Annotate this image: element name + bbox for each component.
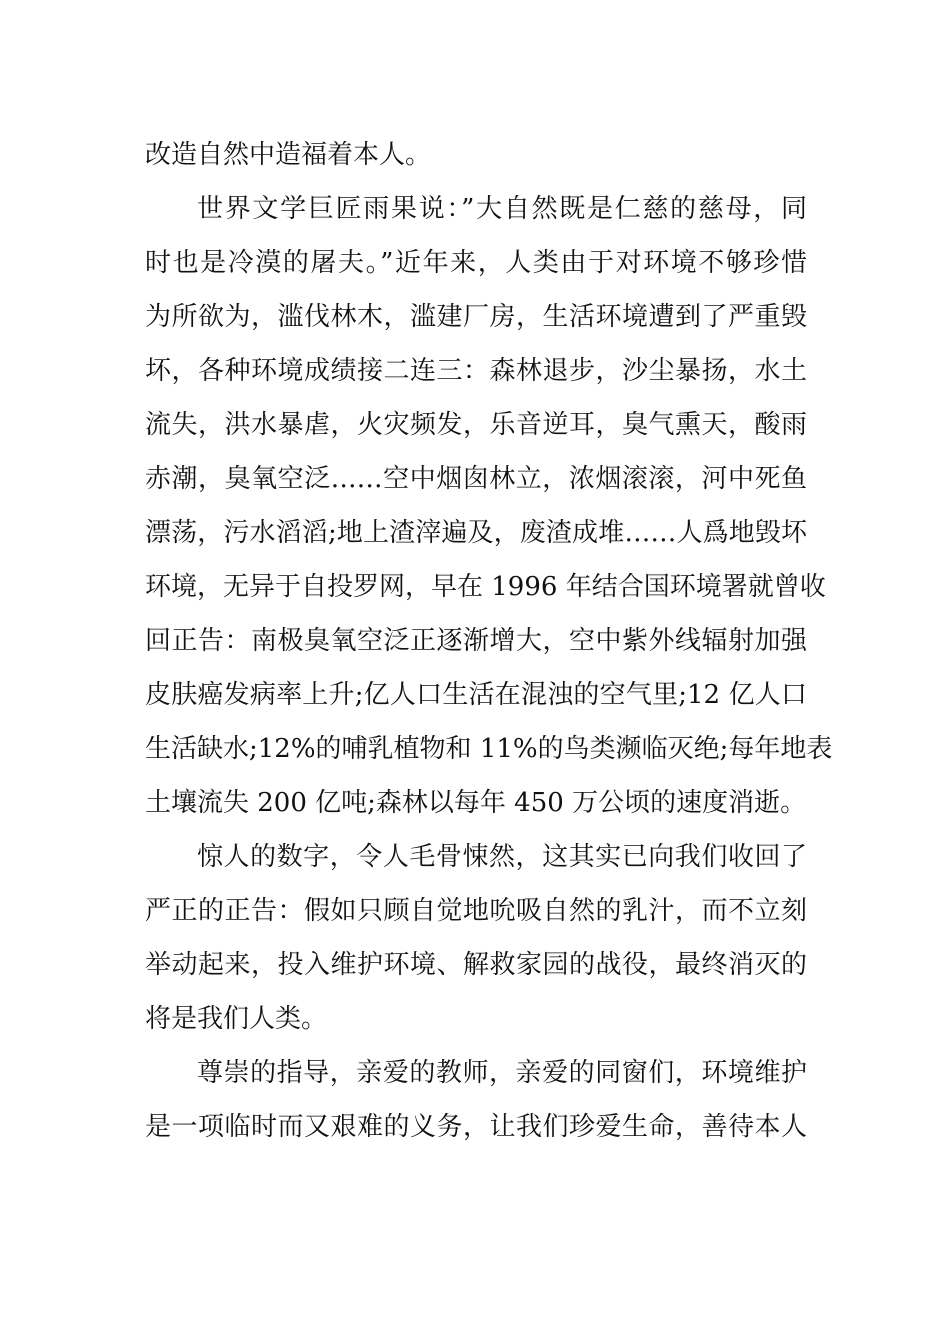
text-line: 回正告：南极臭氧空泛正逐渐增大，空中紫外线辐射加强 xyxy=(145,626,807,656)
text-line: 流失，洪水暴虐，火灾频发，乐音逆耳，臭气熏天，酸雨 xyxy=(145,410,807,440)
text-line: 举动起来，投入维护环境、解救家园的战役，最终消灭的 xyxy=(145,950,807,980)
paragraph xyxy=(145,182,833,830)
paragraph xyxy=(145,128,807,182)
text-line: 为所欲为，滥伐林木，滥建厂房，生活环境遭到了严重毁 xyxy=(145,302,807,332)
text-line: 是一项临时而又艰难的义务，让我们珍爱生命，善待本人 xyxy=(145,1112,807,1142)
text-line: 皮肤癌发病率上升;亿人口生活在混浊的空气里;12 亿人口 xyxy=(145,680,807,710)
text-line: 环境，无异于自投罗网，早在 1996 年结合国环境署就曾收 xyxy=(145,572,826,602)
paragraph xyxy=(145,1046,807,1154)
text-line: 时也是冷漠的屠夫。”近年来，人类由于对环境不够珍惜 xyxy=(145,248,807,278)
paragraph xyxy=(145,830,807,1046)
text-line: 漂荡，污水滔滔;地上渣滓遍及，废渣成堆……人爲地毁坏 xyxy=(145,518,807,548)
document-body xyxy=(145,128,833,1154)
text-line: 惊人的数字，令人毛骨悚然，这其实已向我们收回了 xyxy=(197,842,807,872)
text-line: 坏，各种环境成绩接二连三：森林退步，沙尘暴扬，水土 xyxy=(145,356,807,386)
text-line: 严正的正告：假如只顾自觉地吮吸自然的乳汁，而不立刻 xyxy=(145,896,807,926)
text-line: 土壤流失 200 亿吨;森林以每年 450 万公顷的速度消逝。 xyxy=(145,788,807,818)
text-line: 将是我们人类。 xyxy=(145,1004,328,1034)
text-line: 生活缺水;12%的哺乳植物和 11%的鸟类濒临灭绝;每年地表 xyxy=(145,734,833,764)
text-line: 改造自然中造福着本人。 xyxy=(145,140,432,170)
text-line: 尊崇的指导，亲爱的教师，亲爱的同窗们，环境维护 xyxy=(197,1058,807,1088)
text-line: 赤潮，臭氧空泛……空中烟囱林立，浓烟滚滚，河中死鱼 xyxy=(145,464,807,494)
text-line: 世界文学巨匠雨果说：”大自然既是仁慈的慈母，同 xyxy=(197,194,807,224)
